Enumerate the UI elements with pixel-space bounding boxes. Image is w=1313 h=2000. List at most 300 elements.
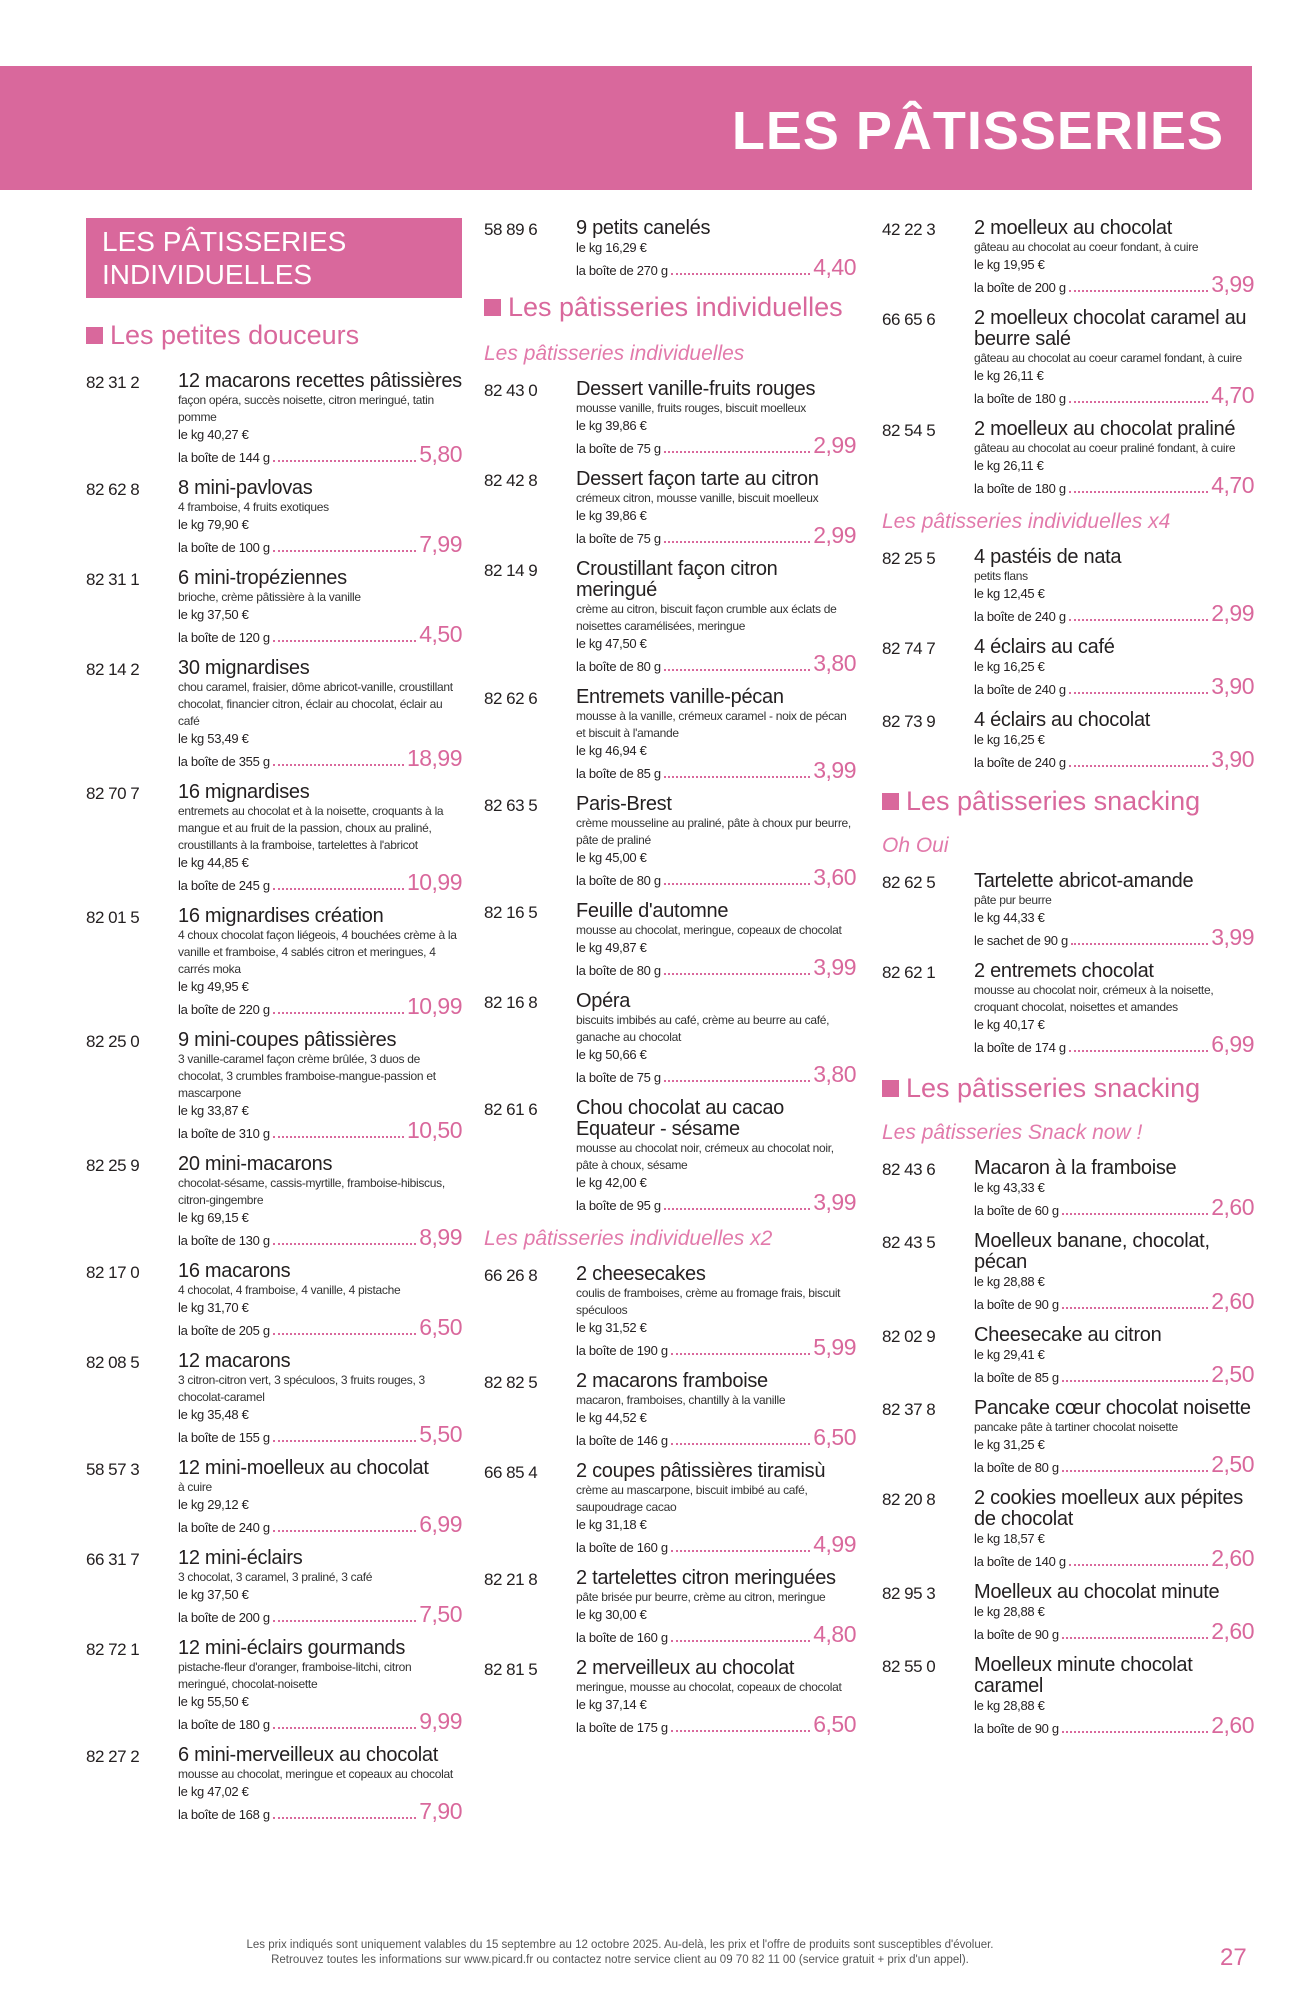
product-item (86, 1154, 462, 1251)
product-name: 4 éclairs au café (974, 636, 1115, 658)
pack-size: la boîte de 80 g (576, 873, 661, 888)
product-name: 4 éclairs au chocolat (974, 709, 1151, 731)
product-description: pistache-fleur d'oranger, framboise-litchi, citron meringué, chocolat-noisette (178, 1660, 412, 1691)
product-body (178, 1638, 462, 1735)
product-body (576, 1461, 856, 1558)
price-per-kg: le kg 19,95 € (974, 257, 1045, 272)
pack-size: la boîte de 240 g (974, 682, 1066, 697)
price-per-kg: le kg 31,52 € (576, 1320, 647, 1335)
price-line (178, 1423, 462, 1448)
dot-leader (1069, 619, 1208, 621)
product-price: 5,99 (813, 1334, 856, 1360)
product-item (484, 218, 856, 281)
price-per-kg: le kg 49,87 € (576, 940, 647, 955)
product-item (86, 1638, 462, 1735)
dot-leader (273, 1620, 416, 1622)
subcategory-heading: Les pâtisseries Snack now ! (882, 1121, 1143, 1144)
product-item (484, 469, 856, 549)
price-line (974, 1033, 1254, 1058)
product-description: mousse vanille, fruits rouges, biscuit moelleux (576, 401, 807, 415)
product-price: 5,50 (419, 1421, 462, 1447)
dot-leader (1062, 1307, 1208, 1309)
product-body (178, 478, 462, 558)
pack-size: la boîte de 160 g (576, 1630, 668, 1645)
product-body (576, 559, 856, 677)
product-item (882, 1231, 1254, 1315)
price-line (178, 623, 462, 648)
price-line (974, 1547, 1254, 1572)
product-price: 6,99 (1211, 1031, 1254, 1057)
price-line (974, 675, 1254, 700)
product-description: coulis de framboises, crème au fromage frais, biscuit spéculoos (576, 1286, 841, 1317)
product-body (974, 1158, 1254, 1221)
page-number: 27 (1220, 1944, 1247, 1971)
product-code: 82 16 8 (484, 993, 538, 1012)
product-price: 5,80 (419, 441, 462, 467)
page-title: LES PÂTISSERIES (731, 101, 1224, 161)
product-description: 4 framboise, 4 fruits exotiques (178, 500, 329, 514)
product-price: 4,99 (813, 1531, 856, 1557)
product-body (974, 961, 1254, 1058)
footer-line: Les prix indiqués sont uniquement valables du 15 septembre au 12 octobre 2025. Au-delà, les prix et l'offre de produits sont susceptibles d'évoluer. (246, 1939, 994, 1951)
product-item (484, 1371, 856, 1451)
price-line (576, 956, 856, 981)
product-name: 9 mini-coupes pâtissières (178, 1029, 397, 1051)
pack-size: la boîte de 220 g (178, 1002, 270, 1017)
product-body (974, 710, 1254, 773)
product-body (576, 1264, 856, 1361)
product-body (974, 1231, 1254, 1315)
product-name: 2 moelleux au chocolat praliné (974, 418, 1236, 440)
product-name: 20 mini-macarons (178, 1153, 333, 1175)
product-item (484, 794, 856, 891)
pack-size: la boîte de 270 g (576, 263, 668, 278)
pack-size: la boîte de 60 g (974, 1203, 1059, 1218)
product-code: 82 55 0 (882, 1657, 936, 1676)
pack-size: la boîte de 310 g (178, 1126, 270, 1141)
pack-size: la boîte de 100 g (178, 540, 270, 555)
product-price: 4,70 (1211, 472, 1254, 498)
square-bullet-icon (86, 327, 103, 344)
product-description: gâteau au chocolat au coeur caramel fondant, à cuire (974, 351, 1242, 365)
price-per-kg: le kg 37,50 € (178, 1587, 249, 1602)
product-price: 6,50 (813, 1424, 856, 1450)
product-name: Opéra (576, 990, 631, 1012)
product-body (974, 218, 1254, 298)
price-line (178, 995, 462, 1020)
subcategory-heading: Oh Oui (882, 834, 949, 857)
product-price: 3,99 (813, 757, 856, 783)
product-description: macaron, framboises, chantilly à la vanille (576, 1393, 786, 1407)
product-body (576, 1098, 856, 1216)
product-name: 2 entremets chocolat (974, 960, 1154, 982)
dot-leader (1069, 692, 1208, 694)
product-item (882, 710, 1254, 773)
product-item (86, 568, 462, 648)
product-item (882, 1582, 1254, 1645)
price-per-kg: le kg 28,88 € (974, 1274, 1045, 1289)
price-line (178, 871, 462, 896)
product-price: 6,50 (419, 1314, 462, 1340)
product-code: 82 14 2 (86, 660, 140, 679)
product-item (882, 1488, 1254, 1572)
product-item (86, 782, 462, 896)
price-line (576, 256, 856, 281)
product-price: 2,60 (1211, 1545, 1254, 1571)
product-item (882, 419, 1254, 499)
price-line (974, 1620, 1254, 1645)
product-price: 10,50 (406, 1117, 462, 1143)
product-body (178, 568, 462, 648)
product-body (974, 1582, 1254, 1645)
dot-leader (273, 1530, 416, 1532)
dot-leader (664, 669, 810, 671)
product-price: 4,40 (813, 254, 856, 280)
price-per-kg: le kg 44,52 € (576, 1410, 647, 1425)
product-name: 12 mini-éclairs gourmands (178, 1637, 406, 1659)
price-per-kg: le kg 45,00 € (576, 850, 647, 865)
pack-size: la boîte de 168 g (178, 1807, 270, 1822)
dot-leader (273, 1817, 416, 1819)
price-line (576, 1623, 856, 1648)
product-description: à cuire (178, 1480, 212, 1494)
product-description: meringue, mousse au chocolat, copeaux de chocolat (576, 1680, 842, 1694)
product-description: mousse au chocolat noir, crémeux à la noisette, croquant chocolat, noisettes et amandes (974, 983, 1214, 1014)
pack-size: la boîte de 146 g (576, 1433, 668, 1448)
dot-leader (273, 1333, 416, 1335)
product-item (882, 1325, 1254, 1388)
price-per-kg: le kg 12,45 € (974, 586, 1045, 601)
product-name: Paris-Brest (576, 793, 672, 815)
subcategory-heading: Les pâtisseries individuelles x2 (484, 1227, 773, 1250)
dot-leader (664, 973, 810, 975)
product-name: 4 pastéis de nata (974, 546, 1122, 568)
product-name: 30 mignardises (178, 657, 310, 679)
product-body (178, 1154, 462, 1251)
product-item (882, 871, 1254, 951)
dot-leader (273, 764, 404, 766)
pack-size: la boîte de 155 g (178, 1430, 270, 1445)
dot-leader (671, 1443, 810, 1445)
price-line (178, 1226, 462, 1251)
product-code: 82 63 5 (484, 796, 538, 815)
dot-leader (1062, 1213, 1208, 1215)
product-item (86, 371, 462, 468)
price-line (576, 1426, 856, 1451)
product-body (576, 991, 856, 1088)
product-description: façon opéra, succès noisette, citron meringué, tatin pomme (178, 393, 434, 424)
product-code: 82 72 1 (86, 1640, 140, 1659)
square-bullet-icon (882, 1080, 899, 1097)
price-per-kg: le kg 40,17 € (974, 1017, 1045, 1032)
dot-leader (671, 1730, 810, 1732)
product-code: 82 74 7 (882, 639, 936, 658)
product-name: Macaron à la framboise (974, 1157, 1177, 1179)
price-line (178, 1603, 462, 1628)
product-item (86, 906, 462, 1020)
product-name: 6 mini-tropéziennes (178, 567, 347, 589)
product-body (576, 469, 856, 549)
product-body (576, 1568, 856, 1648)
price-per-kg: le kg 31,18 € (576, 1517, 647, 1532)
price-per-kg: le kg 26,11 € (974, 368, 1044, 383)
product-price: 3,60 (813, 864, 856, 890)
dot-leader (1069, 401, 1208, 403)
product-name: 16 mignardises (178, 781, 310, 803)
product-code: 82 17 0 (86, 1263, 140, 1282)
product-price: 9,99 (419, 1708, 462, 1734)
column-1 (86, 218, 462, 1835)
product-name: 12 mini-moelleux au chocolat (178, 1457, 429, 1479)
pack-size: la boîte de 174 g (974, 1040, 1066, 1055)
product-item (86, 1261, 462, 1341)
category-heading: Les petites douceurs (86, 319, 462, 351)
product-name: 16 mignardises création (178, 905, 384, 927)
subcategory-heading: Les pâtisseries individuelles x4 (882, 510, 1171, 533)
header-banner (0, 66, 1252, 190)
pack-size: la boîte de 180 g (974, 391, 1066, 406)
price-line (576, 866, 856, 891)
product-item (86, 1745, 462, 1825)
pack-size: la boîte de 180 g (178, 1717, 270, 1732)
product-item (484, 1264, 856, 1361)
product-name: Chou chocolat au cacao Equateur - sésame (576, 1097, 784, 1140)
product-price: 2,60 (1211, 1618, 1254, 1644)
product-price: 3,80 (813, 650, 856, 676)
dot-leader (671, 1640, 810, 1642)
price-per-kg: le kg 37,50 € (178, 607, 249, 622)
product-code: 82 31 1 (86, 570, 140, 589)
product-code: 82 25 9 (86, 1156, 140, 1175)
price-line (974, 1290, 1254, 1315)
product-name: 9 petits canelés (576, 217, 711, 239)
price-line (178, 1316, 462, 1341)
product-price: 2,99 (1211, 600, 1254, 626)
product-name: Moelleux au chocolat minute (974, 1581, 1220, 1603)
product-price: 6,99 (419, 1511, 462, 1537)
product-name: 12 mini-éclairs (178, 1547, 303, 1569)
product-code: 82 21 8 (484, 1570, 538, 1589)
product-price: 3,99 (1211, 924, 1254, 950)
product-code: 82 61 6 (484, 1100, 538, 1119)
product-name: 2 moelleux chocolat caramel au beurre salé (974, 307, 1247, 350)
price-per-kg: le kg 31,25 € (974, 1437, 1045, 1452)
pack-size: la boîte de 85 g (974, 1370, 1059, 1385)
product-description: biscuits imbibés au café, crème au beurre au café, ganache au chocolat (576, 1013, 830, 1044)
price-line (178, 1119, 462, 1144)
product-name: 8 mini-pavlovas (178, 477, 313, 499)
product-code: 82 81 5 (484, 1660, 538, 1679)
price-line (974, 273, 1254, 298)
product-price: 2,50 (1211, 1361, 1254, 1387)
product-item (86, 658, 462, 772)
product-code: 82 95 3 (882, 1584, 936, 1603)
price-per-kg: le kg 44,33 € (974, 910, 1045, 925)
product-name: Moelleux banane, chocolat, pécan (974, 1230, 1210, 1273)
product-item (86, 1351, 462, 1448)
dot-leader (1069, 1564, 1208, 1566)
dot-leader (1062, 1637, 1208, 1639)
product-code: 82 62 6 (484, 689, 538, 708)
product-name: Croustillant façon citron meringué (576, 558, 778, 601)
price-line (974, 474, 1254, 499)
pack-size: la boîte de 120 g (178, 630, 270, 645)
product-price: 4,50 (419, 621, 462, 647)
product-code: 82 02 9 (882, 1327, 936, 1346)
product-description: crème mousseline au praliné, pâte à choux pur beurre, pâte de praliné (576, 816, 851, 847)
product-code: 82 20 8 (882, 1490, 936, 1509)
category-heading: Les pâtisseries individuelles (484, 291, 856, 323)
pack-size: la boîte de 90 g (974, 1721, 1059, 1736)
product-name: 2 macarons framboise (576, 1370, 768, 1392)
dot-leader (273, 1727, 416, 1729)
product-description: mousse au chocolat noir, crémeux au chocolat noir, pâte à choux, sésame (576, 1141, 834, 1172)
price-line (178, 1513, 462, 1538)
dot-leader (273, 550, 416, 552)
product-body (974, 637, 1254, 700)
product-name: 2 merveilleux au chocolat (576, 1657, 795, 1679)
price-per-kg: le kg 47,02 € (178, 1784, 249, 1799)
dot-leader (671, 273, 810, 275)
pack-size: la boîte de 140 g (974, 1554, 1066, 1569)
product-code: 82 31 2 (86, 373, 140, 392)
price-line (576, 1191, 856, 1216)
price-line (178, 747, 462, 772)
column-2 (484, 218, 856, 1748)
product-code: 82 73 9 (882, 712, 936, 731)
square-bullet-icon (484, 299, 501, 316)
pack-size: la boîte de 75 g (576, 1070, 661, 1085)
product-body (178, 658, 462, 772)
product-price: 2,60 (1211, 1288, 1254, 1314)
product-price: 7,99 (419, 531, 462, 557)
product-code: 66 31 7 (86, 1550, 140, 1569)
price-per-kg: le kg 79,90 € (178, 517, 249, 532)
product-price: 3,90 (1211, 673, 1254, 699)
product-code: 58 89 6 (484, 220, 538, 239)
product-name: Feuille d'automne (576, 900, 729, 922)
dot-leader (664, 1080, 810, 1082)
product-code: 82 54 5 (882, 421, 936, 440)
product-name: Entremets vanille-pécan (576, 686, 784, 708)
pack-size: la boîte de 240 g (974, 609, 1066, 624)
product-code: 58 57 3 (86, 1460, 140, 1479)
pack-size: la boîte de 75 g (576, 441, 661, 456)
product-code: 66 26 8 (484, 1266, 538, 1285)
price-per-kg: le kg 28,88 € (974, 1604, 1045, 1619)
dot-leader (273, 1440, 416, 1442)
price-line (576, 524, 856, 549)
product-body (974, 1488, 1254, 1572)
product-code: 82 16 5 (484, 903, 538, 922)
footer-disclaimer (80, 1938, 1160, 1968)
price-line (974, 384, 1254, 409)
product-item (484, 379, 856, 459)
dot-leader (1062, 1380, 1208, 1382)
product-description: gâteau au chocolat au coeur praliné fondant, à cuire (974, 441, 1236, 455)
product-item (882, 1398, 1254, 1478)
price-line (974, 926, 1254, 951)
product-name: Dessert façon tarte au citron (576, 468, 819, 490)
price-per-kg: le kg 50,66 € (576, 1047, 647, 1062)
pack-size: la boîte de 90 g (974, 1297, 1059, 1312)
price-per-kg: le kg 18,57 € (974, 1531, 1045, 1546)
product-item (484, 991, 856, 1088)
category-heading: Les pâtisseries snacking (882, 785, 1254, 817)
product-name: 12 macarons recettes pâtissières (178, 370, 462, 392)
product-price: 2,60 (1211, 1712, 1254, 1738)
product-code: 82 62 5 (882, 873, 936, 892)
product-code: 82 14 9 (484, 561, 538, 580)
price-per-kg: le kg 37,14 € (576, 1697, 647, 1712)
footer-line: Retrouvez toutes les informations sur www.picard.fr ou contactez notre service client au 09 70 82 11 00 (service gratuit + prix d'un appel). (271, 1954, 969, 1966)
product-item (882, 308, 1254, 409)
pack-size: la boîte de 80 g (974, 1460, 1059, 1475)
product-body (178, 1030, 462, 1144)
product-price: 18,99 (406, 745, 462, 771)
dot-leader (664, 776, 810, 778)
pack-size: la boîte de 160 g (576, 1540, 668, 1555)
product-code: 66 65 6 (882, 310, 936, 329)
dot-leader (1062, 1731, 1208, 1733)
product-description: mousse à la vanille, crémeux caramel - noix de pécan et biscuit à l'amande (576, 709, 847, 740)
dot-leader (664, 451, 810, 453)
dot-leader (273, 1243, 416, 1245)
product-price: 3,99 (813, 954, 856, 980)
pack-size: la boîte de 240 g (178, 1520, 270, 1535)
price-per-kg: le kg 31,70 € (178, 1300, 249, 1315)
product-price: 2,60 (1211, 1194, 1254, 1220)
product-item (86, 1548, 462, 1628)
product-item (86, 1458, 462, 1538)
product-body (576, 687, 856, 784)
product-name: 2 moelleux au chocolat (974, 217, 1172, 239)
pack-size: la boîte de 240 g (974, 755, 1066, 770)
product-price: 10,99 (406, 993, 462, 1019)
product-body (974, 1398, 1254, 1478)
product-name: Pancake cœur chocolat noisette (974, 1397, 1251, 1419)
price-per-kg: le kg 29,41 € (974, 1347, 1045, 1362)
product-code: 82 43 6 (882, 1160, 936, 1179)
product-body (974, 1325, 1254, 1388)
price-per-kg: le kg 16,25 € (974, 732, 1045, 747)
product-item (882, 547, 1254, 627)
product-name: 16 macarons (178, 1260, 291, 1282)
product-code: 82 82 5 (484, 1373, 538, 1392)
product-body (178, 1458, 462, 1538)
product-code: 82 70 7 (86, 784, 140, 803)
price-per-kg: le kg 46,94 € (576, 743, 647, 758)
product-name: 2 cheesecakes (576, 1263, 706, 1285)
product-body (178, 1745, 462, 1825)
product-name: Dessert vanille-fruits rouges (576, 378, 816, 400)
product-name: 2 coupes pâtissières tiramisù (576, 1460, 826, 1482)
price-per-kg: le kg 55,50 € (178, 1694, 249, 1709)
product-price: 4,80 (813, 1621, 856, 1647)
price-line (974, 1453, 1254, 1478)
product-description: chou caramel, fraisier, dôme abricot-vanille, croustillant chocolat, financier citron, éclair au chocolat, éclair au café (178, 680, 453, 728)
square-bullet-icon (882, 793, 899, 810)
product-code: 82 25 0 (86, 1032, 140, 1051)
pack-size: la boîte de 80 g (576, 963, 661, 978)
product-body (974, 871, 1254, 951)
dot-leader (671, 1353, 810, 1355)
product-body (576, 1658, 856, 1738)
product-code: 66 85 4 (484, 1463, 538, 1482)
product-description: 4 chocolat, 4 framboise, 4 vanille, 4 pistache (178, 1283, 401, 1297)
product-price: 3,80 (813, 1061, 856, 1087)
product-price: 8,99 (419, 1224, 462, 1250)
